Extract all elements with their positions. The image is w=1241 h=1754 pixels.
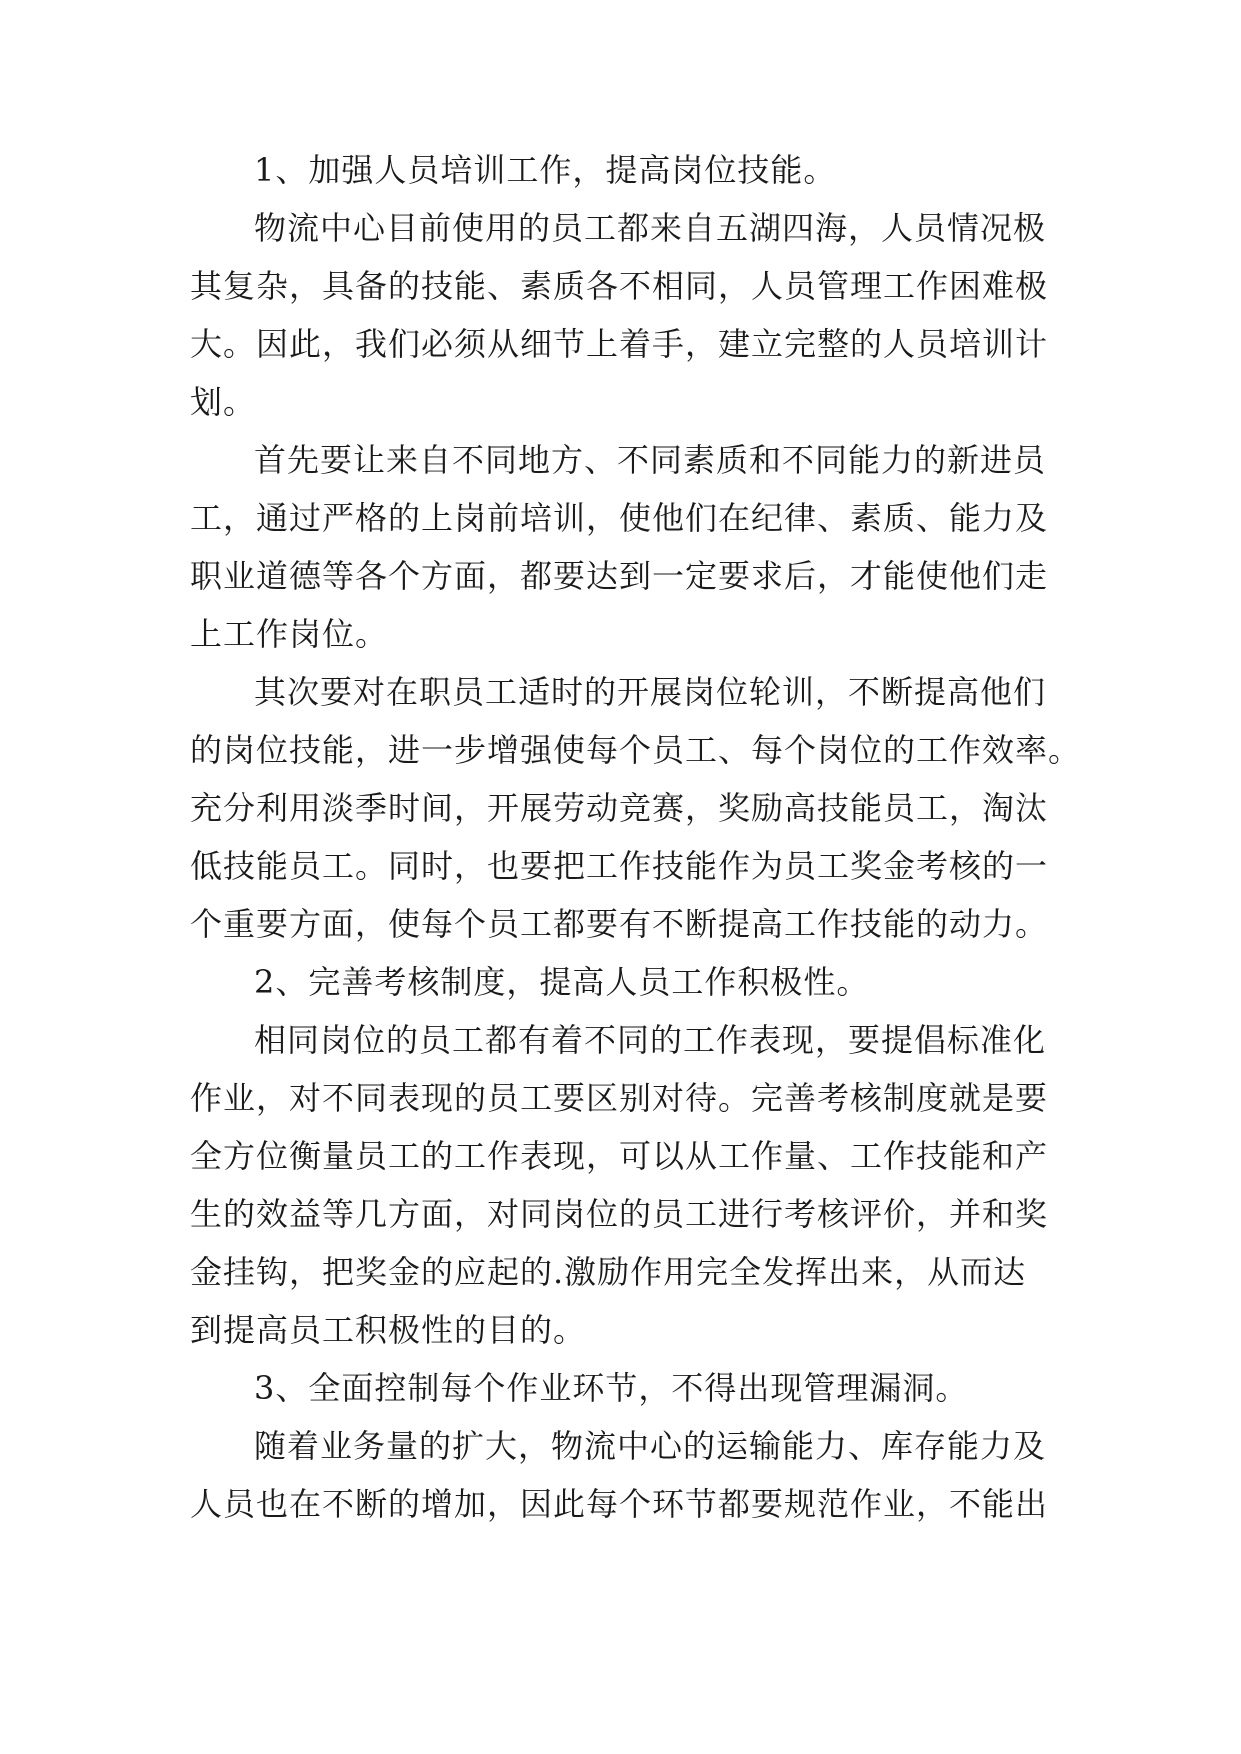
paragraph-line: 职业道德等各个方面，都要达到一定要求后，才能使他们走: [190, 557, 1049, 595]
paragraph-line: 其复杂，具备的技能、素质各不相同，人员管理工作困难极: [190, 267, 1049, 305]
paragraph-line: 充分利用淡季时间，开展劳动竞赛，奖励高技能员工，淘汰: [190, 789, 1049, 827]
heading-1: 1、加强人员培训工作，提高岗位技能。: [254, 151, 837, 189]
paragraph-line: 到提高员工积极性的目的。: [190, 1311, 587, 1349]
paragraph-line: 上工作岗位。: [190, 615, 389, 653]
paragraph-line: 相同岗位的员工都有着不同的工作表现，要提倡标准化: [254, 1021, 1047, 1059]
paragraph-line: 作业，对不同表现的员工要区别对待。完善考核制度就是要: [190, 1079, 1049, 1117]
paragraph-line: 人员也在不断的增加，因此每个环节都要规范作业，不能出: [190, 1485, 1049, 1523]
paragraph-line: 划。: [190, 383, 257, 421]
paragraph-line: 首先要让来自不同地方、不同素质和不同能力的新进员: [254, 441, 1047, 479]
paragraph-line: 随着业务量的扩大，物流中心的运输能力、库存能力及: [254, 1427, 1047, 1465]
paragraph-line: 全方位衡量员工的工作表现，可以从工作量、工作技能和产: [190, 1137, 1049, 1175]
paragraph-line: 工，通过严格的上岗前培训，使他们在纪律、素质、能力及: [190, 499, 1049, 537]
heading-2: 2、完善考核制度，提高人员工作积极性。: [254, 963, 870, 1001]
paragraph-line: 大。因此，我们必须从细节上着手，建立完整的人员培训计: [190, 325, 1049, 363]
paragraph-line: 其次要对在职员工适时的开展岗位轮训，不断提高他们: [254, 673, 1047, 711]
heading-3: 3、全面控制每个作业环节，不得出现管理漏洞。: [254, 1369, 969, 1407]
paragraph-line: 的岗位技能，进一步增强使每个员工、每个岗位的工作效率。: [190, 731, 1082, 769]
paragraph-line: 生的效益等几方面，对同岗位的员工进行考核评价，并和奖: [190, 1195, 1049, 1233]
paragraph-line: 物流中心目前使用的员工都来自五湖四海，人员情况极: [254, 209, 1047, 247]
paragraph-line: 金挂钩，把奖金的应起的.激励作用完全发挥出来，从而达: [190, 1253, 1027, 1291]
paragraph-line: 低技能员工。同时，也要把工作技能作为员工奖金考核的一: [190, 847, 1049, 885]
paragraph-line: 个重要方面，使每个员工都要有不断提高工作技能的动力。: [190, 905, 1049, 943]
